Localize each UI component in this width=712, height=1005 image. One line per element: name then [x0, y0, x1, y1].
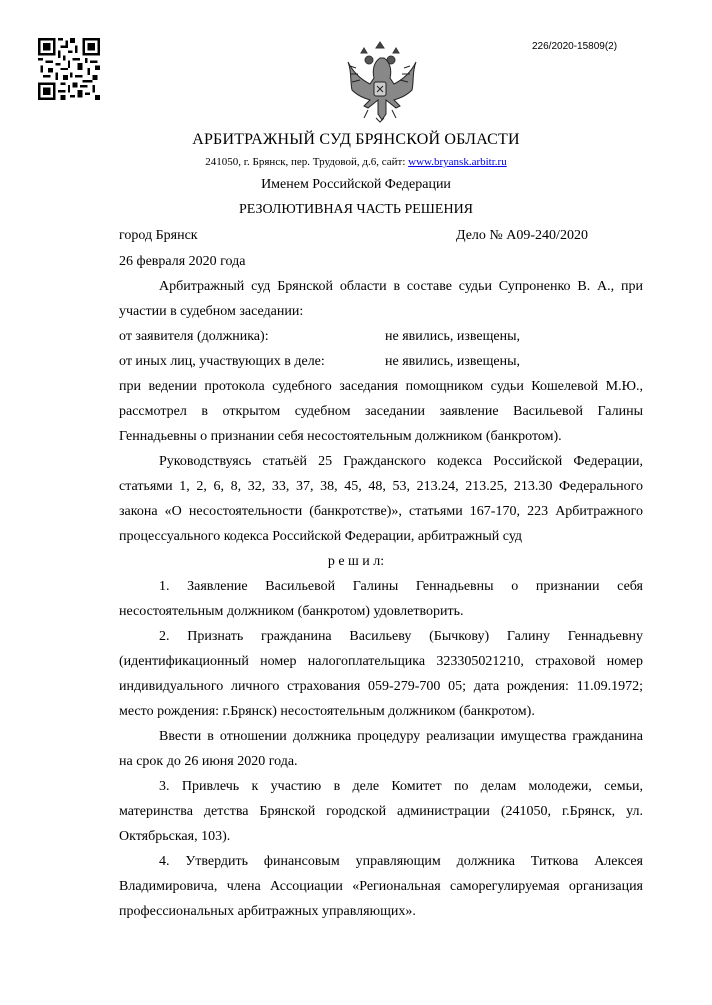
text-line: закона «О несостоятельности (банкротстве)», статьями 167-170, 223 Арбитражного — [119, 504, 643, 519]
text-line: участии в судебном заседании: — [119, 304, 304, 319]
text-line: статьями 1, 2, 6, 8, 32, 33, 37, 38, 45, 48, 53, 213.24, 213.25, 213.30 Федерального — [119, 479, 643, 494]
text-line: индивидуального личного страхования 059-279-700 05; дата рождения: 11.09.1972; — [119, 679, 643, 694]
text-line: материнства детства Брянской городской администрации (241050, г.Брянск, ул. — [119, 804, 643, 819]
text-line: 1. Заявление Васильевой Галины Геннадьевны о признании себя — [159, 579, 643, 594]
party-status: не явились, извещены, — [385, 329, 520, 344]
text-line: 4. Утвердить финансовым управляющим должника Титкова Алексея — [159, 854, 643, 869]
coat-of-arms-emblem — [338, 38, 422, 124]
text-line: Руководствуясь статьёй 25 Гражданского кодекса Российской Федерации, — [159, 454, 643, 469]
party-label: от иных лиц, участвующих в деле: — [119, 354, 325, 369]
text-line: Октябрьская, 103). — [119, 829, 231, 844]
document-id: 226/2020-15809(2) — [532, 41, 618, 52]
case-number: Дело № А09-240/2020 — [456, 228, 588, 243]
text-line: рассмотрел в открытом судебном заседании заявление Васильевой Галины — [119, 404, 643, 419]
text-line: Арбитражный суд Брянской области в составе судьи Супроненко В. А., при — [159, 279, 643, 294]
address-text: 241050, г. Брянск, пер. Трудовой, д.6, сайт: — [205, 156, 409, 168]
text-line: 2. Признать гражданина Васильеву (Бычкову) Галину Геннадьевну — [159, 629, 643, 644]
decision-heading: р е ш и л: — [327, 554, 385, 569]
court-name: АРБИТРАЖНЫЙ СУД БРЯНСКОЙ ОБЛАСТИ — [192, 131, 520, 148]
text-line: (идентификационный номер налогоплательщика 323305021210, страховой номер — [119, 654, 643, 669]
court-website-link[interactable]: www.bryansk.arbitr.ru — [408, 156, 507, 168]
text-line: Владимировича, члена Ассоциации «Региональная саморегулируемая организация — [119, 879, 643, 894]
qr-code — [38, 38, 100, 100]
text-line: профессиональных арбитражных управляющих». — [119, 904, 416, 919]
court-address — [0, 156, 712, 168]
text-line: место рождения: г.Брянск) несостоятельным должником (банкротом). — [119, 704, 535, 719]
text-line: Геннадьевны о признании себя несостоятельным должником (банкротом). — [119, 429, 562, 444]
text-line: процессуального кодекса Российской Федерации, арбитражный суд — [119, 529, 523, 544]
party-status: не явились, извещены, — [385, 354, 520, 369]
document-title: РЕЗОЛЮТИВНАЯ ЧАСТЬ РЕШЕНИЯ — [238, 202, 474, 217]
text-line: на срок до 26 июня 2020 года. — [119, 754, 298, 769]
on-behalf-line: Именем Российской Федерации — [261, 177, 451, 192]
text-line: 3. Привлечь к участию в деле Комитет по делам молодежи, семьи, — [159, 779, 643, 794]
text-line: Ввести в отношении должника процедуру реализации имущества гражданина — [159, 729, 643, 744]
city: город Брянск — [119, 228, 198, 243]
text-line: при ведении протокола судебного заседания помощником судьи Кошелевой М.Ю., — [119, 379, 643, 394]
text-line: несостоятельным должником (банкротом) удовлетворить. — [119, 604, 464, 619]
party-label: от заявителя (должника): — [119, 329, 269, 344]
decision-date: 26 февраля 2020 года — [119, 254, 246, 269]
